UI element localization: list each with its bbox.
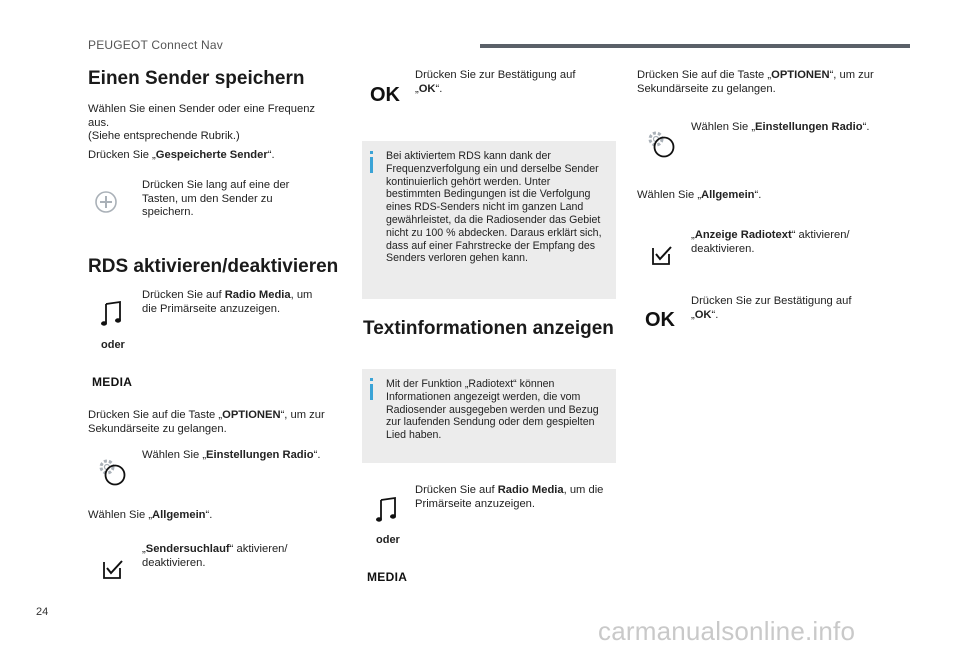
text: Wählen Sie einen Sender oder eine Frequenz aus.	[88, 103, 316, 129]
text: “, um zur Sekundärseite zu gelangen.	[88, 409, 325, 435]
bold-text: Einstellungen Radio	[755, 121, 863, 133]
paragraph	[691, 121, 911, 135]
media-button-label: MEDIA	[92, 375, 133, 389]
note-text: Bei aktiviertem RDS kann dank der Frequenzverfolgung ein und derselbe Sender kontinuierlich gehört werden. Unter bestimmten Bedingungen ist die Verfolgung eines RDS-Senders nicht im ganzen Land gewährleistet, da die Radiosender das Gebiet nicht zu 100 % abdecken. Daraus erklärt sich, dass auf einer Fahrstrecke der Empfang des Senders verloren gehen kann.	[386, 150, 602, 265]
checkbox-icon	[102, 558, 124, 580]
bold-text: OPTIONEN	[771, 69, 830, 81]
paragraph	[142, 449, 342, 463]
bold-text: Radio Media	[224, 289, 291, 301]
text: Wählen Sie „	[637, 189, 702, 201]
text: Drücken Sie zur Bestätigung auf „	[691, 295, 852, 321]
paragraph	[637, 189, 837, 203]
text: Drücken Sie zur Bestätigung auf „	[415, 69, 576, 95]
section-title-save-station: Einen Sender speichern	[88, 68, 305, 89]
text: “.	[754, 189, 762, 201]
bold-text: Sendersuchlauf	[145, 543, 230, 555]
text: , um die Primärseite anzuzeigen.	[415, 484, 604, 510]
note-accent-bar	[370, 384, 373, 400]
text: , um die Primärseite anzuzeigen.	[142, 289, 313, 315]
oder-label: oder	[376, 534, 400, 546]
text: “.	[711, 308, 719, 321]
text: “.	[435, 82, 443, 95]
media-button-label: MEDIA	[367, 570, 408, 584]
paragraph	[691, 295, 871, 322]
text: Wählen Sie „	[88, 509, 153, 521]
note-accent-dot	[370, 378, 373, 381]
music-note-icon	[375, 496, 399, 524]
text: (Siehe entsprechende Rubrik.)	[88, 130, 240, 143]
paragraph	[691, 229, 891, 256]
watermark: carmanualsonline.info	[598, 616, 856, 646]
paragraph	[142, 289, 322, 316]
checkbox-icon	[651, 244, 673, 266]
paragraph: Drücken Sie lang auf eine der Tasten, um den Sender zu speichern.	[142, 179, 290, 219]
paragraph	[88, 149, 338, 163]
text: “.	[267, 149, 275, 161]
text: “, um zur Sekundärseite zu gelangen.	[637, 69, 874, 95]
info-note-radiotext	[362, 369, 616, 463]
note-text: Mit der Funktion „Radiotext“ können Informationen angezeigt werden, die vom Radiosender ausgegeben werden und Bezug zur laufenden Sendung oder dem gespielten Lied haben.	[386, 378, 599, 442]
ok-button-label: OK	[645, 309, 675, 331]
paragraph	[415, 484, 605, 511]
music-note-icon	[100, 300, 124, 328]
paragraph	[637, 69, 887, 96]
paragraph	[88, 103, 338, 144]
paragraph	[88, 409, 338, 436]
header-rule	[480, 44, 910, 48]
bold-text: Gespeicherte Sender	[155, 149, 268, 161]
bold-text: Radio Media	[497, 484, 564, 496]
bold-text: OK	[418, 82, 436, 95]
text: “.	[313, 449, 321, 461]
text: “.	[205, 509, 213, 521]
text: Wählen Sie „	[691, 121, 756, 133]
note-accent-bar	[370, 157, 373, 173]
page-number: 24	[36, 606, 49, 618]
text: Wählen Sie „	[142, 449, 207, 461]
bold-text: Allgemein	[701, 189, 755, 201]
bold-text: OK	[694, 308, 712, 321]
text: „	[691, 229, 695, 241]
bold-text: Allgemein	[152, 509, 206, 521]
ok-button-label: OK	[370, 84, 400, 106]
text: Drücken Sie auf die Taste „	[88, 409, 223, 421]
text: „	[142, 543, 146, 555]
text: Drücken Sie auf	[415, 484, 498, 496]
oder-label: oder	[101, 339, 125, 351]
running-header: PEUGEOT Connect Nav	[88, 38, 223, 52]
bold-text: OPTIONEN	[222, 409, 281, 421]
text: Drücken Sie „	[88, 149, 156, 161]
section-title-rds: RDS aktivieren/deaktivieren	[88, 256, 339, 277]
settings-gear-icon	[94, 454, 128, 488]
plus-circle-icon	[88, 183, 124, 219]
text: Drücken Sie auf	[142, 289, 225, 301]
bold-text: Einstellungen Radio	[206, 449, 314, 461]
section-title-radiotext: Textinformationen anzeigen	[363, 318, 614, 339]
note-accent-dot	[370, 151, 373, 154]
text: Drücken Sie auf die Taste „	[637, 69, 772, 81]
paragraph	[142, 543, 322, 570]
text: “ aktivieren/ deaktivieren.	[691, 229, 850, 255]
info-note-rds	[362, 141, 616, 299]
paragraph	[415, 69, 595, 96]
bold-text: Anzeige Radiotext	[694, 229, 792, 241]
paragraph	[88, 509, 288, 523]
text: “ aktivieren/ deaktivieren.	[142, 543, 288, 569]
settings-gear-icon	[643, 126, 677, 160]
text: “.	[862, 121, 870, 133]
